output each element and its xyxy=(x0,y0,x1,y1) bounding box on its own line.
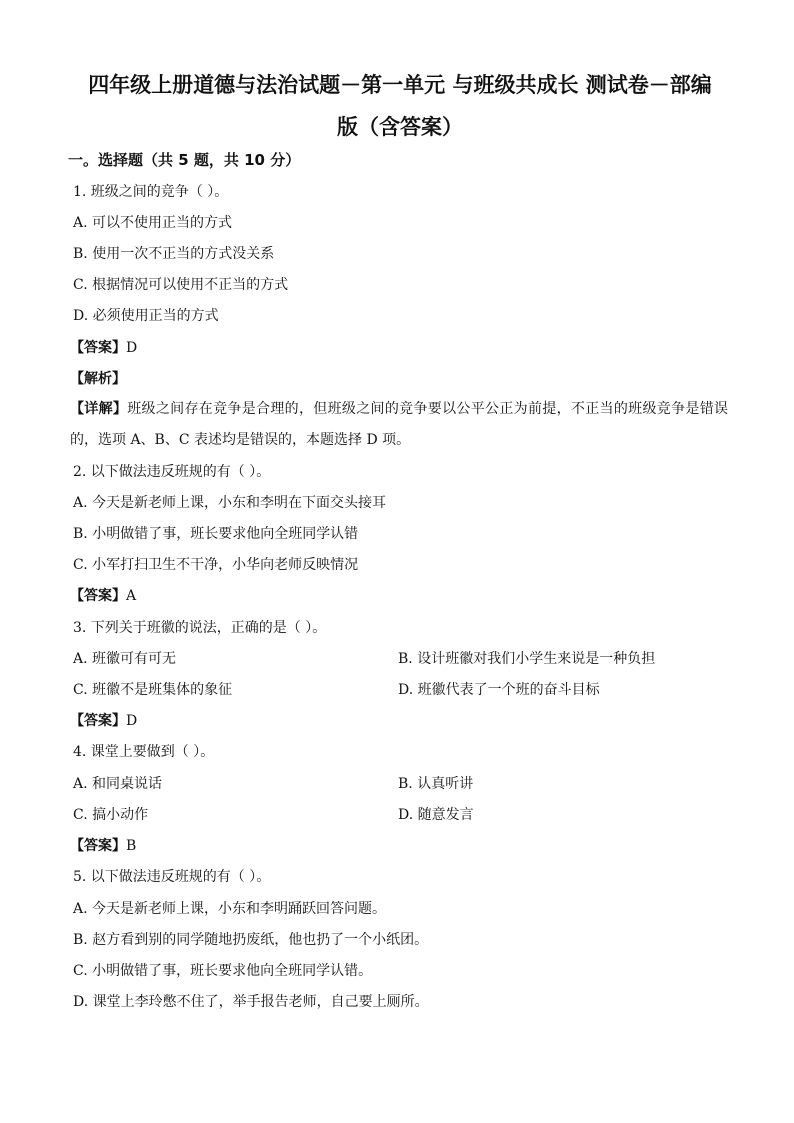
answer-value: D xyxy=(126,713,138,729)
question-2-option-c: C. 小军打扫卫生不干净，小华向老师反映情况 xyxy=(73,557,359,573)
title-line-2: 版（含答案） xyxy=(337,115,463,139)
answer-tag: 【答案】 xyxy=(70,340,126,356)
question-1-analysis xyxy=(70,369,126,389)
question-1-detail xyxy=(70,394,728,456)
question-1-option-b: B. 使用一次不正当的方式没关系 xyxy=(73,246,275,262)
detail-text: 班级之间存在竞争是合理的，但班级之间的竞争要以公平公正为前提，不正当的班级竞争是错误的，选项 A、B、C 表述均是错误的，本题选择 D 项。 xyxy=(70,401,729,448)
answer-tag: 【答案】 xyxy=(70,838,126,854)
answer-tag: 【答案】 xyxy=(70,588,126,604)
title-line-1: 四年级上册道德与法治试题－第一单元 与班级共成长 测试卷－部编 xyxy=(88,73,712,97)
question-3-stem: 3. 下列关于班徽的说法，正确的是（ ）。 xyxy=(73,620,327,636)
question-4-stem: 4. 课堂上要做到（ ）。 xyxy=(73,744,215,760)
question-2-option-b: B. 小明做错了事，班长要求他向全班同学认错 xyxy=(73,526,359,542)
question-5-stem: 5. 以下做法违反班规的有（ ）。 xyxy=(73,869,271,885)
question-4-option-d: D. 随意发言 xyxy=(398,807,474,823)
question-1-option-a: A. 可以不使用正当的方式 xyxy=(73,215,233,231)
document-title xyxy=(60,64,740,148)
question-1-option-d: D. 必须使用正当的方式 xyxy=(73,308,219,324)
question-1-stem: 1. 班级之间的竞争（ ）。 xyxy=(73,184,229,200)
question-1-option-c: C. 根据情况可以使用不正当的方式 xyxy=(73,277,289,293)
question-2-answer xyxy=(70,586,136,606)
question-4-answer xyxy=(70,836,136,856)
analysis-tag: 【解析】 xyxy=(70,371,126,387)
question-5-option-a: A. 今天是新老师上课，小东和李明踊跃回答问题。 xyxy=(73,901,387,917)
answer-value: A xyxy=(126,588,137,604)
question-4-option-c: C. 搞小动作 xyxy=(73,807,149,823)
question-2-option-a: A. 今天是新老师上课，小东和李明在下面交头接耳 xyxy=(73,495,387,511)
question-3-option-d: D. 班徽代表了一个班的奋斗目标 xyxy=(398,682,600,698)
question-5-option-b: B. 赵方看到别的同学随地扔废纸，他也扔了一个小纸团。 xyxy=(73,932,429,948)
question-3-option-b: B. 设计班徽对我们小学生来说是一种负担 xyxy=(398,651,656,667)
question-4-option-a: A. 和同桌说话 xyxy=(73,776,163,792)
detail-tag: 【详解】 xyxy=(70,401,128,417)
question-3-option-a: A. 班徽可有可无 xyxy=(73,651,177,667)
answer-value: B xyxy=(126,838,137,854)
question-3-option-c: C. 班徽不是班集体的象征 xyxy=(73,682,233,698)
question-4-option-b: B. 认真听讲 xyxy=(398,776,474,792)
section-heading: 一。选择题（共 5 题，共 10 分） xyxy=(68,151,301,169)
question-1-answer xyxy=(70,338,137,358)
question-5-option-c: C. 小明做错了事，班长要求他向全班同学认错。 xyxy=(73,963,373,979)
question-2-stem: 2. 以下做法违反班规的有（ ）。 xyxy=(73,464,271,480)
question-3-answer xyxy=(70,711,137,731)
question-5-option-d: D. 课堂上李玲憋不住了，举手报告老师，自己要上厕所。 xyxy=(73,994,429,1010)
answer-value: D xyxy=(126,340,138,356)
answer-tag: 【答案】 xyxy=(70,713,126,729)
